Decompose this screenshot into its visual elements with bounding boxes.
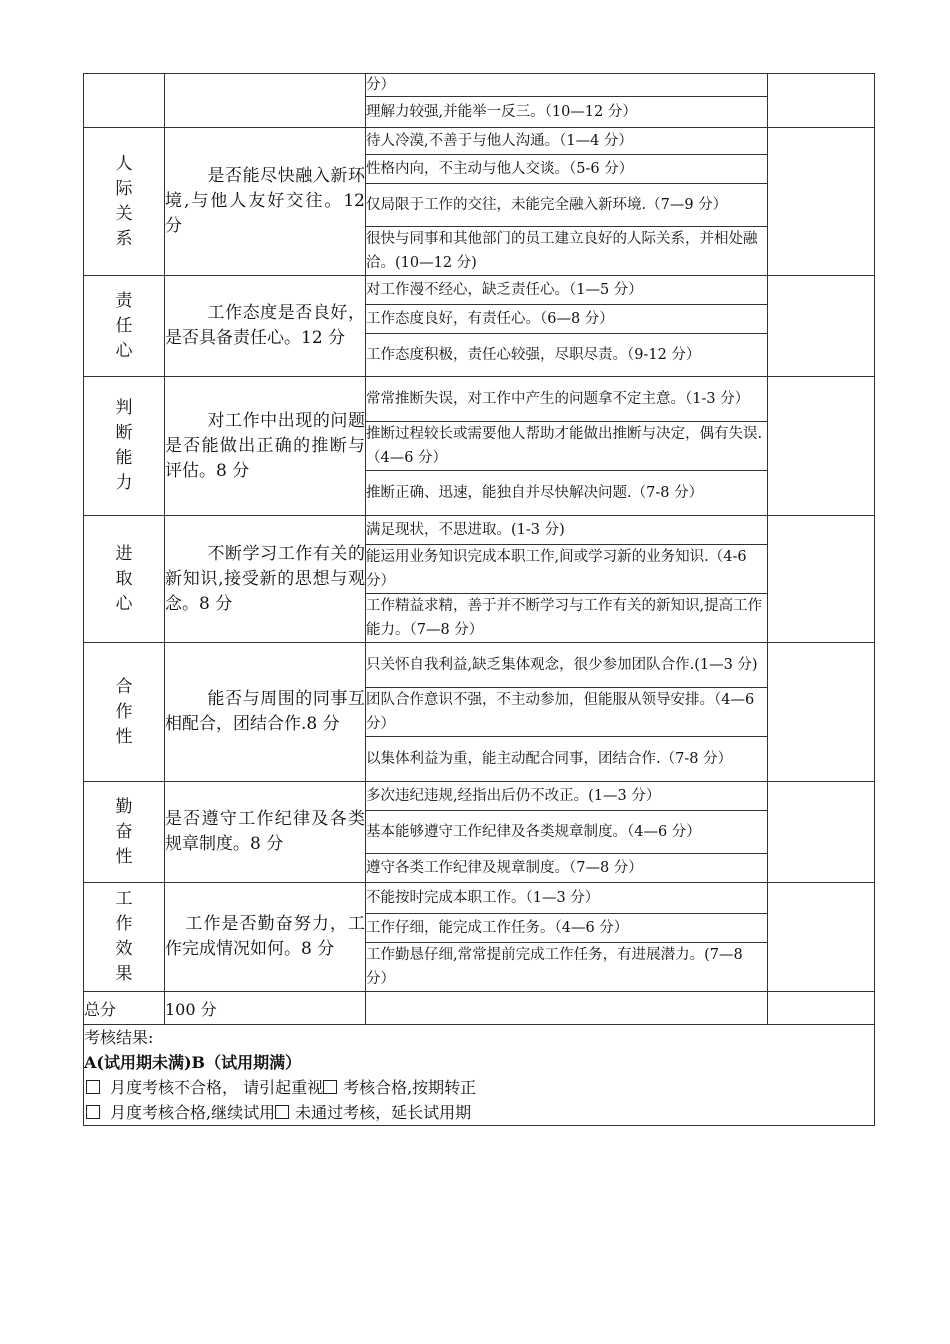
criteria-cell: 工作仔细，能完成工作任务。（4—6 分） [366,914,768,943]
description-cell: 是否遵守工作纪律及各类规章制度。8 分 [165,782,366,883]
criteria-cell: 常常推断失误，对工作中产生的问题拿不定主意。（1-3 分） [366,377,768,422]
description-cell: 对工作中出现的问题是否能做出正确的推断与评估。8 分 [165,377,366,516]
option-extend-trial-label: 未通过考核，延长试用期 [295,1103,472,1122]
criteria-cell: 不能按时完成本职工作。（1—3 分） [366,883,768,914]
result-line-1 [84,1075,874,1100]
result-line-2 [84,1100,874,1125]
score-cell [768,643,875,782]
description-cell [165,74,366,128]
score-cell [768,377,875,516]
description-cell: 不断学习工作有关的新知识,接受新的思想与观念。8 分 [165,516,366,643]
total-score-cell [768,992,875,1025]
description-cell: 工作是否勤奋努力，工作完成情况如何。8 分 [165,883,366,992]
score-cell [768,782,875,883]
checkbox-continue-trial[interactable] [86,1105,100,1119]
category-cell: 进 取 心 [84,516,165,643]
category-cell: 工 作 效 果 [84,883,165,992]
criteria-cell: 对工作漫不经心，缺乏责任心。（1—5 分） [366,276,768,305]
checkbox-qualified[interactable] [323,1080,337,1094]
criteria-cell: 待人冷漠,不善于与他人沟通。（1—4 分） [366,128,768,155]
criteria-cell: 理解力较强,并能举一反三。（10—12 分） [366,97,768,128]
category-cell: 判 断 能 力 [84,377,165,516]
option-continue-trial-label: 月度考核合格,继续试用 [110,1103,276,1122]
option-unqualified-label: 月度考核不合格， 请引起重视 [110,1078,324,1097]
checkbox-extend-trial[interactable] [275,1105,289,1119]
criteria-cell: 只关怀自我利益,缺乏集体观念，很少参加团队合作.(1—3 分) [366,643,768,688]
total-row [84,992,875,1025]
criteria-cell: 团队合作意识不强，不主动参加，但能服从领导安排。（4—6 分） [366,688,768,737]
result-subheading: A(试用期未满)B（试用期满） [84,1053,302,1072]
criteria-cell: 工作态度良好，有责任心。（6—8 分） [366,305,768,334]
criteria-cell: 工作精益求精，善于并不断学习与工作有关的新知识,提高工作能力。（7—8 分） [366,594,768,643]
result-row [84,1025,875,1126]
criteria-cell: 很快与同事和其他部门的员工建立良好的人际关系，并相处融洽。(10—12 分) [366,227,768,276]
total-label: 总分 [84,992,165,1025]
criteria-cell: 推断过程较长或需要他人帮助才能做出推断与决定，偶有失误.（4—6 分） [366,422,768,471]
result-cell [84,1025,875,1126]
category-cell: 人 际 关 系 [84,128,165,276]
result-heading: 考核结果: [84,1028,154,1047]
criteria-cell: 满足现状，不思进取。(1-3 分) [366,516,768,545]
category-cell: 责 任 心 [84,276,165,377]
criteria-cell: 仅局限于工作的交往，未能完全融入新环境.（7—9 分） [366,184,768,227]
criteria-cell: 基本能够遵守工作纪律及各类规章制度。（4—6 分） [366,811,768,854]
evaluation-sheet [83,73,874,1126]
score-cell [768,74,875,128]
table-row [84,883,875,914]
description-cell: 是否能尽快融入新环境,与他人友好交往。12 分 [165,128,366,276]
criteria-cell: 以集体利益为重，能主动配合同事，团结合作.（7-8 分） [366,737,768,782]
category-cell: 勤 奋 性 [84,782,165,883]
criteria-cell: 能运用业务知识完成本职工作,间或学习新的业务知识.（4-6 分） [366,545,768,594]
criteria-cell: 工作勤恳仔细,常常提前完成工作任务，有进展潜力。(7—8 分） [366,943,768,992]
category-cell: 合 作 性 [84,643,165,782]
description-cell: 工作态度是否良好，是否具备责任心。12 分 [165,276,366,377]
table-row [84,377,875,422]
table-row [84,276,875,305]
score-cell [768,516,875,643]
category-cell [84,74,165,128]
criteria-cell: 工作态度积极，责任心较强，尽职尽责。（9-12 分） [366,334,768,377]
criteria-cell: 多次违纪违规,经指出后仍不改正。(1—3 分） [366,782,768,811]
table-row [84,128,875,155]
criteria-cell: 分） [366,74,768,97]
description-cell: 能否与周围的同事互相配合，团结合作.8 分 [165,643,366,782]
table-row-continued [84,74,875,97]
checkbox-unqualified[interactable] [86,1080,100,1094]
criteria-cell: 性格内向，不主动与他人交谈。（5-6 分） [366,155,768,184]
score-cell [768,128,875,276]
option-qualified-label: 考核合格,按期转正 [343,1078,477,1097]
criteria-cell: 遵守各类工作纪律及规章制度。（7—8 分） [366,854,768,883]
score-cell [768,883,875,992]
evaluation-table [83,73,875,1126]
total-value: 100 分 [165,992,366,1025]
table-row [84,782,875,811]
score-cell [768,276,875,377]
criteria-cell: 推断正确、迅速，能独自并尽快解决问题.（7-8 分） [366,471,768,516]
table-row [84,643,875,688]
total-criteria-cell [366,992,768,1025]
table-row [84,516,875,545]
